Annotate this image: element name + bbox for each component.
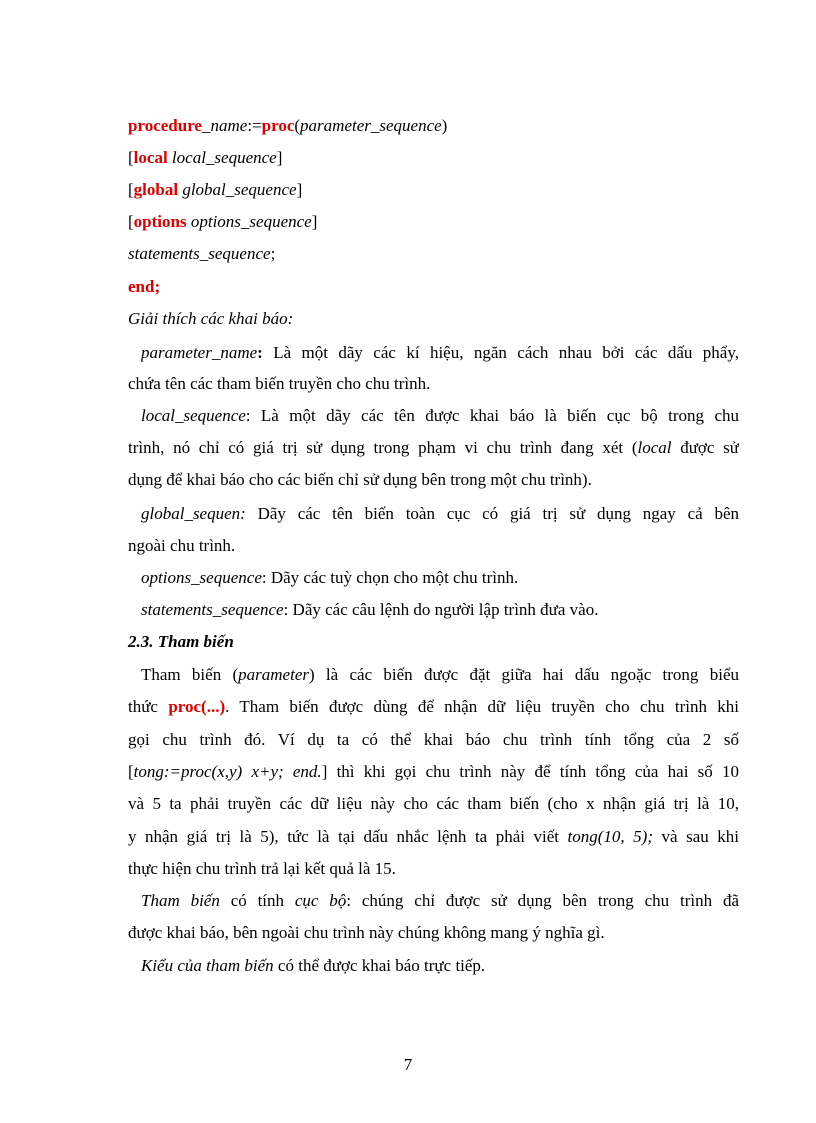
local-sequence: local_sequence [167, 148, 277, 167]
term-cuc-bo: cục bộ [294, 891, 347, 910]
text-span: được sử [671, 438, 739, 457]
text-span: : chúng chỉ được sử dụng bên trong chu trình đã [346, 891, 739, 910]
text-span: thức [128, 697, 169, 716]
explain-heading: Giải thích các khai báo: [128, 309, 294, 328]
term-statements-sequence: statements_sequence [141, 600, 284, 619]
term-parameter-name: parameter_name [141, 343, 258, 362]
text-span: Dãy các tên biến toàn cục có giá trị sử dụng ngay cả bên [245, 504, 739, 523]
syntax-line-global [128, 179, 302, 201]
text-span: y nhận giá trị là 5), tức là tại dấu nhắc lệnh ta phải viết [128, 827, 568, 846]
para-tham-bien-line6 [128, 826, 739, 848]
keyword-options: options [133, 212, 187, 231]
keyword-proc: proc [261, 116, 295, 135]
para-param-type [141, 955, 485, 977]
text-span: và sau khi [653, 827, 739, 846]
close-bracket: ] [311, 212, 318, 231]
page-number: 7 [403, 1055, 413, 1074]
procedure-name-suffix: _name [201, 116, 248, 135]
para-tham-bien-line7: thực hiện chu trình trả lại kết quả là 15. [128, 859, 396, 878]
keyword-procedure: procedure [128, 116, 202, 135]
text-span: : Là một dãy các tên được khai báo là biến cục bộ trong chu [245, 406, 739, 425]
text-span: : Dãy các câu lệnh do người lập trình đưa vào. [283, 600, 599, 619]
para-tham-bien-line2 [128, 696, 739, 718]
syntax-line-procedure [128, 115, 447, 137]
text-span: Là một dãy các kí hiệu, ngăn cách nhau bởi các dấu phẩy, [262, 343, 739, 362]
syntax-line-local [128, 147, 282, 169]
text-span: [ [128, 762, 134, 781]
para-tham-bien-line1 [141, 664, 739, 686]
para-tham-bien-line4 [128, 761, 739, 783]
para-global-sequen-line2: ngoài chu trình. [128, 536, 236, 555]
text-span: : Dãy các tuỳ chọn cho một chu trình. [261, 568, 519, 587]
code-example: tong:=proc(x,y) x+y; end. [133, 762, 322, 781]
keyword-local: local [133, 148, 168, 167]
assign-operator: := [247, 116, 262, 135]
para-global-sequen-line1 [141, 503, 739, 525]
syntax-line-options [128, 211, 317, 233]
options-sequence: options_sequence [186, 212, 312, 231]
open-bracket: [ [128, 212, 134, 231]
term-colon: : [257, 343, 263, 362]
para-statements-sequence [141, 599, 598, 621]
text-span: ] thì khi gọi chu trình này để tính tổng của hai số 10 [321, 762, 739, 781]
text-span: trình, nó chỉ có giá trị sử dụng trong phạm vi chu trình đang xét ( [128, 438, 638, 457]
keyword-end: end; [128, 277, 161, 296]
keyword-proc-call: proc(...) [168, 697, 226, 716]
para-parameter-name-line1 [141, 342, 739, 364]
text-span: Tham biến ( [141, 665, 239, 684]
para-options-sequence [141, 567, 518, 589]
section-heading: 2.3. Tham biến [128, 632, 234, 651]
open-bracket: [ [128, 180, 134, 199]
statements-sequence: statements_sequence [128, 244, 271, 263]
term-tham-bien: Tham biến [141, 891, 220, 910]
syntax-line-statements [128, 243, 275, 265]
para-local-sequence-line1 [141, 405, 739, 427]
para-parameter-name-line2: chứa tên các tham biến truyền cho chu trình. [128, 374, 431, 393]
close-bracket: ] [276, 148, 283, 167]
close-paren: ) [441, 116, 448, 135]
term-kieu-tham-bien: Kiểu của tham biến [141, 956, 274, 975]
para-local-scope-line1 [141, 890, 739, 912]
term-options-sequence: options_sequence [141, 568, 262, 587]
para-local-scope-line2: được khai báo, bên ngoài chu trình này chúng không mang ý nghĩa gì. [128, 923, 605, 942]
term-local-sequence: local_sequence [141, 406, 246, 425]
text-span: . Tham biến được dùng để nhận dữ liệu truyền cho chu trình khi [225, 697, 739, 716]
text-span: ) là các biến được đặt giữa hai dấu ngoặc trong biểu [308, 665, 739, 684]
term-global-sequen: global_sequen: [141, 504, 246, 523]
semicolon: ; [270, 244, 276, 263]
code-call: tong(10, 5); [567, 827, 654, 846]
open-bracket: [ [128, 148, 134, 167]
term-parameter: parameter [238, 665, 309, 684]
term-local: local [637, 438, 672, 457]
open-paren: ( [294, 116, 301, 135]
text-span: có thể được khai báo trực tiếp. [273, 956, 486, 975]
text-span: có tính [219, 891, 295, 910]
keyword-global: global [133, 180, 179, 199]
parameter-sequence: parameter_sequence [300, 116, 442, 135]
para-local-sequence-line2 [128, 437, 739, 459]
para-tham-bien-line5: và 5 ta phải truyền các dữ liệu này cho các tham biến (cho x nhận giá trị là 10, [128, 794, 739, 813]
para-tham-bien-line3: gọi chu trình đó. Ví dụ ta có thể khai báo chu trình tính tổng của 2 số [128, 730, 739, 749]
global-sequence: global_sequence [178, 180, 297, 199]
close-bracket: ] [296, 180, 303, 199]
para-local-sequence-line3: dụng để khai báo cho các biến chỉ sử dụng bên trong một chu trình). [128, 470, 592, 489]
